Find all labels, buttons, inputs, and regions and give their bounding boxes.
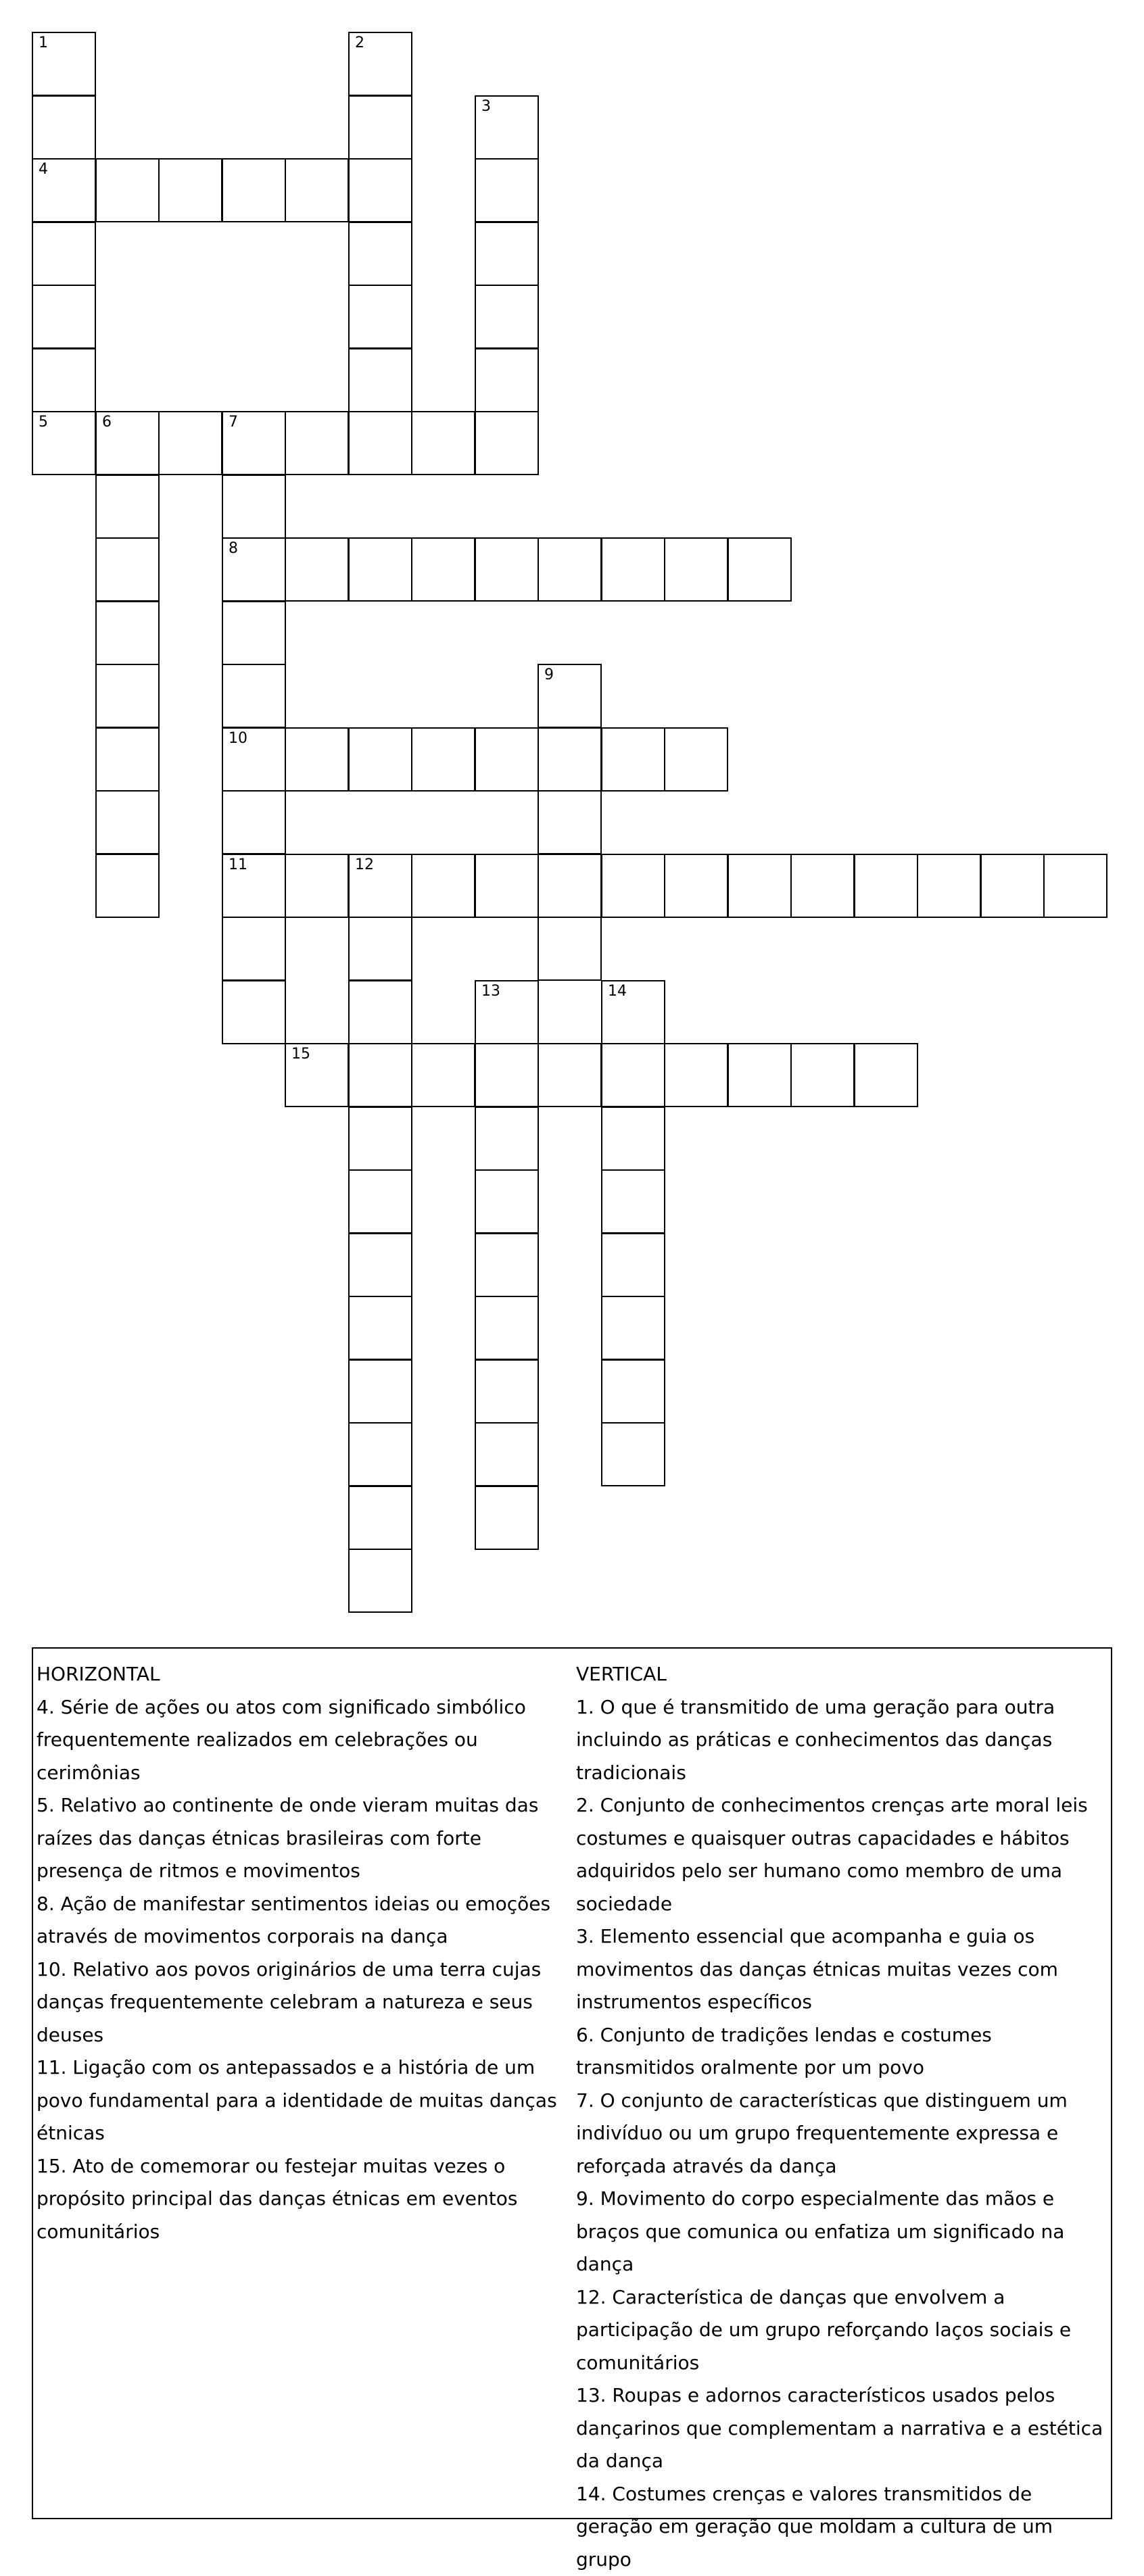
- horizontal-heading: HORIZONTAL: [37, 1658, 571, 1691]
- grid-cell[interactable]: [222, 158, 286, 222]
- clue-vertical-12: 12. Característica de danças que envolvem a participação de um grupo reforçando laços sociais e comunitários: [576, 2281, 1110, 2380]
- grid-cell[interactable]: [538, 854, 602, 918]
- grid-cell[interactable]: [475, 348, 539, 412]
- grid-cell[interactable]: [728, 537, 792, 602]
- grid-cell[interactable]: [285, 854, 349, 918]
- grid-cell[interactable]: [538, 664, 602, 728]
- clue-number: 12: [355, 858, 374, 873]
- clue-number: 2: [355, 36, 364, 51]
- grid-cell[interactable]: [790, 854, 855, 918]
- clue-number: 8: [229, 541, 238, 556]
- clue-horizontal-15: 15. Ato de comemorar ou festejar muitas vezes o propósito principal das danças étnicas em eventos comunitários: [37, 2150, 571, 2249]
- grid-cell[interactable]: [538, 790, 602, 854]
- grid-cell[interactable]: [32, 411, 96, 475]
- grid-cell[interactable]: [222, 917, 286, 981]
- grid-cell[interactable]: [601, 854, 665, 918]
- grid-cell[interactable]: [348, 1422, 412, 1486]
- grid-cell[interactable]: [285, 411, 349, 475]
- grid-cell[interactable]: [411, 727, 475, 792]
- grid-cell[interactable]: [728, 1043, 792, 1107]
- grid-cell[interactable]: [348, 1359, 412, 1424]
- grid-cell[interactable]: [95, 664, 160, 728]
- grid-cell[interactable]: [538, 1043, 602, 1107]
- grid-cell[interactable]: [348, 1043, 412, 1107]
- horizontal-clues-column: [37, 1658, 571, 2248]
- grid-cell[interactable]: [601, 1233, 665, 1297]
- grid-cell[interactable]: [158, 411, 222, 475]
- grid-cell[interactable]: [222, 664, 286, 728]
- vertical-clues-column: [576, 1658, 1110, 2576]
- clue-number: 13: [481, 984, 500, 999]
- grid-cell[interactable]: [348, 348, 412, 412]
- grid-cell[interactable]: [475, 537, 539, 602]
- grid-cell[interactable]: [601, 1043, 665, 1107]
- clue-horizontal-10: 10. Relativo aos povos originários de uma terra cujas danças frequentemente celebram a natureza e seus deuses: [37, 1953, 571, 2052]
- grid-cell[interactable]: [348, 1107, 412, 1171]
- grid-cell[interactable]: [348, 1486, 412, 1550]
- grid-cell[interactable]: [222, 980, 286, 1044]
- grid-cell[interactable]: [222, 727, 286, 792]
- clue-number: 5: [39, 415, 48, 430]
- grid-cell[interactable]: [475, 158, 539, 222]
- clue-horizontal-11: 11. Ligação com os antepassados e a história de um povo fundamental para a identidade de muitas danças étnicas: [37, 2051, 571, 2150]
- grid-cell[interactable]: [222, 790, 286, 854]
- clue-vertical-6: 6. Conjunto de tradições lendas e costumes transmitidos oralmente por um povo: [576, 2019, 1110, 2085]
- grid-cell[interactable]: [95, 158, 160, 222]
- grid-cell[interactable]: [222, 601, 286, 665]
- grid-cell[interactable]: [348, 158, 412, 222]
- grid-cell[interactable]: [475, 1233, 539, 1297]
- clue-number: 3: [481, 99, 491, 114]
- clue-horizontal-5: 5. Relativo ao continente de onde vieram muitas das raízes das danças étnicas brasileiras com forte presença de ritmos e movimentos: [37, 1789, 571, 1888]
- grid-cell[interactable]: [475, 854, 539, 918]
- grid-cell[interactable]: [32, 285, 96, 349]
- grid-cell[interactable]: [95, 411, 160, 475]
- grid-cell[interactable]: [601, 537, 665, 602]
- grid-cell[interactable]: [475, 222, 539, 286]
- grid-cell[interactable]: [222, 411, 286, 475]
- grid-cell[interactable]: [475, 95, 539, 160]
- grid-cell[interactable]: [1043, 854, 1107, 918]
- grid-cell[interactable]: [601, 727, 665, 792]
- grid-cell[interactable]: [538, 727, 602, 792]
- grid-cell[interactable]: [475, 285, 539, 349]
- grid-cell[interactable]: [475, 1486, 539, 1550]
- clue-number: 14: [608, 984, 627, 999]
- clue-number: 7: [229, 415, 238, 430]
- grid-cell[interactable]: [411, 537, 475, 602]
- grid-cell[interactable]: [348, 1233, 412, 1297]
- clue-number: 10: [229, 731, 247, 746]
- grid-cell[interactable]: [32, 95, 96, 160]
- clue-vertical-1: 1. O que é transmitido de uma geração para outra incluindo as práticas e conhecimentos das danças tradicionais: [576, 1691, 1110, 1790]
- grid-cell[interactable]: [348, 854, 412, 918]
- vertical-heading: VERTICAL: [576, 1658, 1110, 1691]
- grid-cell[interactable]: [475, 1296, 539, 1360]
- grid-cell[interactable]: [475, 411, 539, 475]
- grid-cell[interactable]: [95, 727, 160, 792]
- grid-cell[interactable]: [475, 1043, 539, 1107]
- clue-number: 4: [39, 162, 48, 177]
- clue-number: 15: [291, 1047, 310, 1062]
- grid-cell[interactable]: [411, 411, 475, 475]
- grid-cell[interactable]: [980, 854, 1045, 918]
- grid-cell[interactable]: [95, 601, 160, 665]
- clue-vertical-7: 7. O conjunto de características que distinguem um indivíduo ou um grupo frequentemente expressa e reforçada através da dança: [576, 2085, 1110, 2183]
- grid-cell[interactable]: [475, 1107, 539, 1171]
- grid-cell[interactable]: [348, 32, 412, 96]
- grid-cell[interactable]: [348, 537, 412, 602]
- grid-cell[interactable]: [348, 917, 412, 981]
- grid-cell[interactable]: [728, 854, 792, 918]
- grid-cell[interactable]: [475, 727, 539, 792]
- grid-cell[interactable]: [285, 727, 349, 792]
- grid-cell[interactable]: [348, 1296, 412, 1360]
- grid-cell[interactable]: [538, 917, 602, 981]
- grid-cell[interactable]: [222, 854, 286, 918]
- grid-cell[interactable]: [95, 537, 160, 602]
- grid-cell[interactable]: [664, 537, 728, 602]
- grid-cell[interactable]: [32, 222, 96, 286]
- grid-cell[interactable]: [475, 1422, 539, 1486]
- grid-cell[interactable]: [348, 1169, 412, 1234]
- grid-cell[interactable]: [411, 854, 475, 918]
- grid-cell[interactable]: [348, 222, 412, 286]
- clue-horizontal-8: 8. Ação de manifestar sentimentos ideias ou emoções através de movimentos corporais na dança: [37, 1888, 571, 1953]
- clue-number: 9: [544, 668, 554, 683]
- clue-vertical-3: 3. Elemento essencial que acompanha e guia os movimentos das danças étnicas muitas vezes com instrumentos específicos: [576, 1920, 1110, 2019]
- grid-cell[interactable]: [601, 1107, 665, 1171]
- grid-cell[interactable]: [222, 537, 286, 602]
- grid-cell[interactable]: [475, 980, 539, 1044]
- grid-cell[interactable]: [158, 158, 222, 222]
- grid-cell[interactable]: [601, 1169, 665, 1234]
- grid-cell[interactable]: [664, 727, 728, 792]
- clue-number: 6: [102, 415, 112, 430]
- grid-cell[interactable]: [285, 158, 349, 222]
- clue-vertical-9: 9. Movimento do corpo especialmente das mãos e braços que comunica ou enfatiza um significado na dança: [576, 2183, 1110, 2281]
- grid-cell[interactable]: [32, 158, 96, 222]
- clue-vertical-2: 2. Conjunto de conhecimentos crenças arte moral leis costumes e quaisquer outras capacidades e hábitos adquiridos pelo ser humano como membro de uma sociedade: [576, 1789, 1110, 1920]
- grid-cell[interactable]: [601, 1359, 665, 1424]
- clue-vertical-14: 14. Costumes crenças e valores transmitidos de geração em geração que moldam a cultura de um grupo: [576, 2478, 1110, 2576]
- grid-cell[interactable]: [475, 1169, 539, 1234]
- grid-cell[interactable]: [790, 1043, 855, 1107]
- grid-cell[interactable]: [32, 32, 96, 96]
- grid-cell[interactable]: [411, 1043, 475, 1107]
- clue-number: 1: [39, 36, 48, 51]
- clue-vertical-13: 13. Roupas e adornos característicos usados pelos dançarinos que complementam a narrativa e a estética da dança: [576, 2379, 1110, 2478]
- clues-box: [32, 1647, 1112, 2519]
- grid-cell[interactable]: [538, 537, 602, 602]
- grid-cell[interactable]: [348, 95, 412, 160]
- grid-cell[interactable]: [348, 1549, 412, 1613]
- grid-cell[interactable]: [348, 727, 412, 792]
- grid-cell[interactable]: [348, 411, 412, 475]
- grid-cell[interactable]: [285, 1043, 349, 1107]
- grid-cell[interactable]: [222, 475, 286, 539]
- clue-number: 11: [229, 858, 247, 873]
- grid-cell[interactable]: [348, 980, 412, 1044]
- grid-cell[interactable]: [664, 1043, 728, 1107]
- grid-cell[interactable]: [854, 1043, 918, 1107]
- grid-cell[interactable]: [664, 854, 728, 918]
- grid-cell[interactable]: [285, 537, 349, 602]
- grid-cell[interactable]: [601, 1422, 665, 1486]
- grid-cell[interactable]: [95, 790, 160, 854]
- grid-cell[interactable]: [32, 348, 96, 412]
- grid-cell[interactable]: [601, 1296, 665, 1360]
- grid-cell[interactable]: [95, 854, 160, 918]
- grid-cell[interactable]: [854, 854, 918, 918]
- clue-horizontal-4: 4. Série de ações ou atos com significado simbólico frequentemente realizados em celebrações ou cerimônias: [37, 1691, 571, 1790]
- grid-cell[interactable]: [475, 1359, 539, 1424]
- grid-cell[interactable]: [348, 285, 412, 349]
- grid-cell[interactable]: [95, 475, 160, 539]
- grid-cell[interactable]: [601, 980, 665, 1044]
- grid-cell[interactable]: [917, 854, 981, 918]
